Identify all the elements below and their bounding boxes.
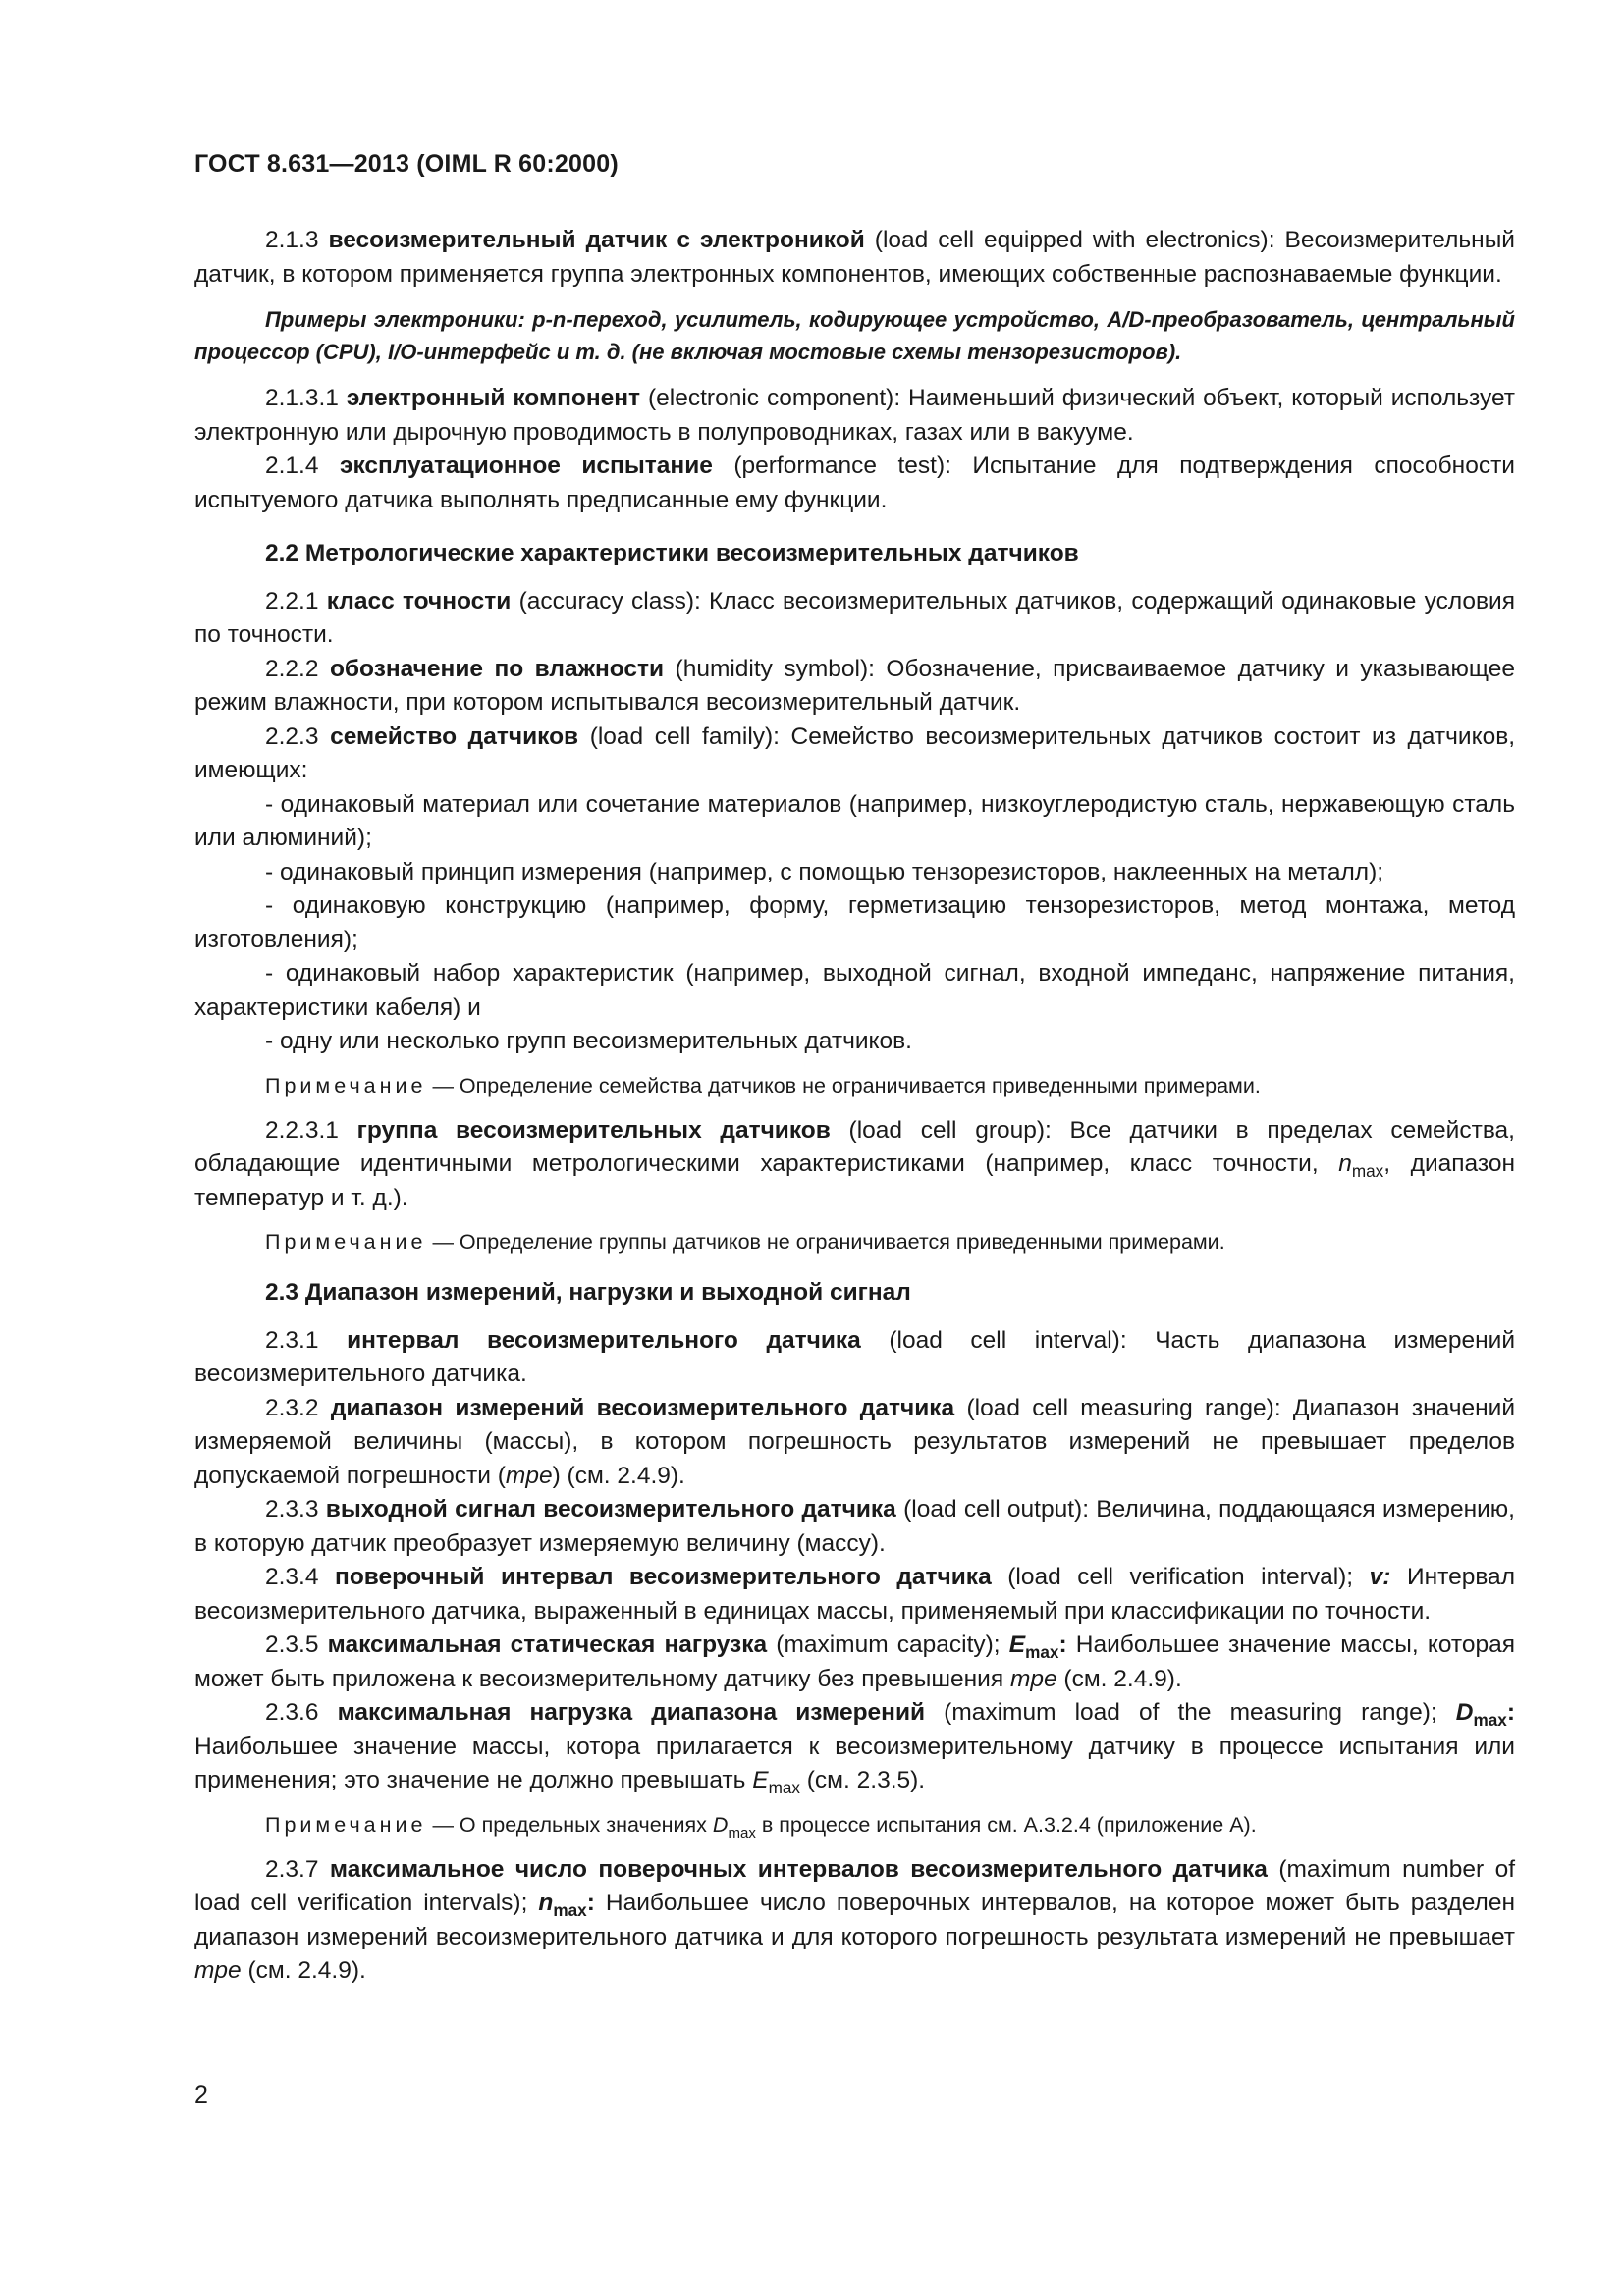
definition-cont: ) (см. 2.4.9). [552, 1462, 685, 1489]
term: интервал весоизмерительного датчика [347, 1326, 861, 1354]
list-item: - одинаковый принцип измерения (например, с помощью тензорезисторов, наклеенных на металл); [265, 858, 1384, 885]
term: семейство датчиков [330, 722, 579, 750]
definition: (electronic component): Наименьший физический объект, который использует электронную или дырочную проводимость в полупроводниках, газах или в вакууме. [194, 385, 1516, 446]
clause-number: 2.2.2 [265, 655, 319, 682]
clause-2-3-2 [194, 1392, 1515, 1494]
clause-number: 2.2.1 [265, 587, 319, 614]
definition-cont: (см. 2.4.9). [247, 1957, 366, 1984]
definition: (load cell measuring range): Диапазон значений измеряемой величины (массы), в котором погрешность результатов измерений не превышает пределов допускаемой погрешности ( [194, 1394, 1516, 1489]
definition-cont: Наибольшее значение массы, которая может быть приложена к весоизмерительному датчику без превышения [194, 1631, 1516, 1692]
definition-cont: (см. 2.3.5). [806, 1767, 926, 1793]
definition: (load cell output): Величина, поддающаяся измерению, в которую датчик преобразует измеряемую величину (массу). [194, 1496, 1515, 1557]
clause-2-1-3-1 [194, 382, 1515, 450]
definition: (accuracy class): Класс весоизмерительных датчиков, содержащий одинаковые условия по точности. [194, 587, 1515, 648]
clause-2-3-1 [194, 1324, 1515, 1392]
term: максимальная нагрузка диапазона измерений [337, 1699, 926, 1726]
term: максимальное число поверочных интервалов весоизмерительного датчика [329, 1855, 1268, 1883]
definition: (load cell group): Все датчики в пределах семейства, обладающие идентичными метрологическими характеристиками (например, класс точности, [194, 1116, 1515, 1177]
clause-number: 2.1.4 [265, 453, 319, 479]
symbol: E [752, 1767, 769, 1793]
definition: (load cell verification interval); [1007, 1564, 1354, 1590]
clause-2-3-3 [194, 1493, 1515, 1561]
term: эксплуатационное испытание [339, 453, 713, 479]
clause-number: 2.2.3.1 [265, 1116, 339, 1144]
examples-note: Примеры электроники: p-n-переход, усилитель, кодирующее устройство, A/D-преобразователь, центральный процессор (CPU), I/O-интерфейс и т. д. (не включая мостовые схемы тензорезисторов). [194, 307, 1515, 364]
term: диапазон измерений весоизмерительного датчика [330, 1394, 955, 1421]
clause-number: 2.3.2 [265, 1394, 319, 1421]
definition-cont: Наибольшее значение массы, котора прилагается к весоизмерительному датчику в процессе испытания или применения; это значение не должно превышать [194, 1733, 1515, 1793]
mpe-symbol: mpe [194, 1957, 242, 1984]
clause-2-1-3 [194, 224, 1515, 292]
note-label: Примечание [265, 1230, 427, 1254]
document-header: ГОСТ 8.631—2013 (OIML R 60:2000) [194, 150, 619, 178]
clause-2-3-7 [194, 1853, 1515, 1989]
note-label: Примечание [265, 1073, 427, 1097]
list-item: - одинаковую конструкцию (например, форму, герметизацию тензорезисторов, метод монтажа, метод изготовления); [194, 892, 1515, 953]
term: класс точности [326, 587, 512, 614]
list-item: - одну или несколько групп весоизмерительных датчиков. [265, 1028, 912, 1054]
note-text: — О предельных значениях [432, 1812, 707, 1837]
clause-2-3-5 [194, 1629, 1515, 1696]
definition: (performance test): Испытание для подтверждения способности испытуемого датчика выполнять предписанные ему функции. [194, 453, 1515, 513]
clause-number: 2.1.3.1 [265, 385, 339, 411]
clause-number: 2.3.3 [265, 1496, 319, 1522]
clause-number: 2.3.7 [265, 1855, 319, 1883]
mpe-symbol: mpe [505, 1462, 553, 1489]
section-heading-2-3: 2.3 Диапазон измерений, нагрузки и выходной сигнал [265, 1279, 911, 1306]
term: максимальная статическая нагрузка [327, 1631, 768, 1658]
symbol: n [1338, 1150, 1352, 1177]
note-text: — Определение семейства датчиков не ограничивается приведенными примерами. [432, 1073, 1261, 1097]
definition: (load cell equipped with electronics): Весоизмерительный датчик, в котором применяется группа электронных компонентов, имеющих собственные распознаваемые функции. [194, 227, 1515, 288]
definition: (humidity symbol): Обозначение, присваиваемое датчику и указывающее режим влажности, при котором испытывался весоизмерительный датчик. [194, 655, 1516, 716]
term: выходной сигнал весоизмерительного датчика [325, 1496, 896, 1522]
term: поверочный интервал весоизмерительного датчика [335, 1564, 992, 1590]
clause-2-2-3 [194, 721, 1515, 788]
note-group [194, 1227, 1515, 1256]
term: обозначение по влажности [329, 655, 665, 682]
symbol: D [1455, 1699, 1474, 1726]
symbol: n [538, 1890, 554, 1916]
clause-number: 2.3.1 [265, 1326, 319, 1354]
definition: (load cell family): Семейство весоизмерительных датчиков состоит из датчиков, имеющих: [194, 722, 1516, 783]
document-body [194, 224, 1515, 1989]
definition: (maximum capacity); [776, 1631, 1001, 1658]
symbol-colon: : [1506, 1699, 1515, 1726]
term: весоизмерительный датчик с электроникой [328, 227, 865, 253]
list-item: - одинаковый материал или сочетание материалов (например, низкоуглеродистую сталь, нержавеющую сталь или алюминий); [194, 790, 1515, 851]
clause-number: 2.1.3 [265, 227, 319, 253]
definition-cont: Интервал весоизмерительного датчика, выраженный в единицах массы, применяемый при классификации по точности. [194, 1564, 1515, 1625]
clause-2-1-4 [194, 450, 1515, 517]
symbol-colon: : [586, 1890, 595, 1916]
clause-2-3-6 [194, 1696, 1515, 1798]
definition: (maximum number of load cell verification intervals); [194, 1855, 1516, 1916]
symbol-subscript: max [728, 1824, 756, 1842]
symbol-colon: : [1058, 1631, 1067, 1658]
list-item: - одинаковый набор характеристик (например, выходной сигнал, входной импеданс, напряжение питания, характеристики кабеля) и [194, 960, 1515, 1021]
term: электронный компонент [346, 385, 641, 411]
clause-number: 2.3.4 [265, 1564, 319, 1590]
note-family [194, 1071, 1515, 1100]
page-number: 2 [194, 2081, 208, 2109]
section-heading-2-2: 2.2 Метрологические характеристики весоизмерительных датчиков [265, 540, 1079, 566]
symbol: v: [1369, 1564, 1391, 1590]
definition-cont: (см. 2.4.9). [1063, 1665, 1182, 1692]
mpe-symbol: mpe [1009, 1665, 1057, 1692]
clause-2-2-1 [194, 585, 1515, 653]
symbol-subscript: max [1473, 1710, 1507, 1730]
clause-number: 2.3.5 [265, 1631, 319, 1658]
note-text: в процессе испытания см. А.3.2.4 (приложение А). [761, 1812, 1257, 1837]
symbol-subscript: max [768, 1778, 800, 1797]
definition: (maximum load of the measuring range); [944, 1699, 1437, 1726]
symbol-subscript: max [1025, 1642, 1059, 1662]
clause-2-3-4 [194, 1561, 1515, 1629]
definition: (load cell interval): Часть диапазона измерений весоизмерительного датчика. [194, 1326, 1515, 1387]
note-dmax [194, 1810, 1515, 1840]
definition-cont: Наибольшее число поверочных интервалов, на которое может быть разделен диапазон измерений весоизмерительного датчика и для которого погрешность результата измерений не превышает [194, 1890, 1516, 1950]
symbol-subscript: max [553, 1900, 587, 1920]
definition-cont: , диапазон температур и т. д.). [194, 1150, 1515, 1211]
clause-2-2-3-1 [194, 1114, 1515, 1216]
clause-number: 2.3.6 [265, 1699, 319, 1726]
symbol: E [1008, 1631, 1026, 1658]
note-label: Примечание [265, 1812, 427, 1837]
note-text: — Определение группы датчиков не ограничивается приведенными примерами. [432, 1230, 1225, 1254]
clause-number: 2.2.3 [265, 722, 319, 750]
symbol: D [712, 1812, 729, 1837]
clause-2-2-2 [194, 653, 1515, 721]
term: группа весоизмерительных датчиков [356, 1116, 831, 1144]
symbol-subscript: max [1351, 1161, 1384, 1181]
